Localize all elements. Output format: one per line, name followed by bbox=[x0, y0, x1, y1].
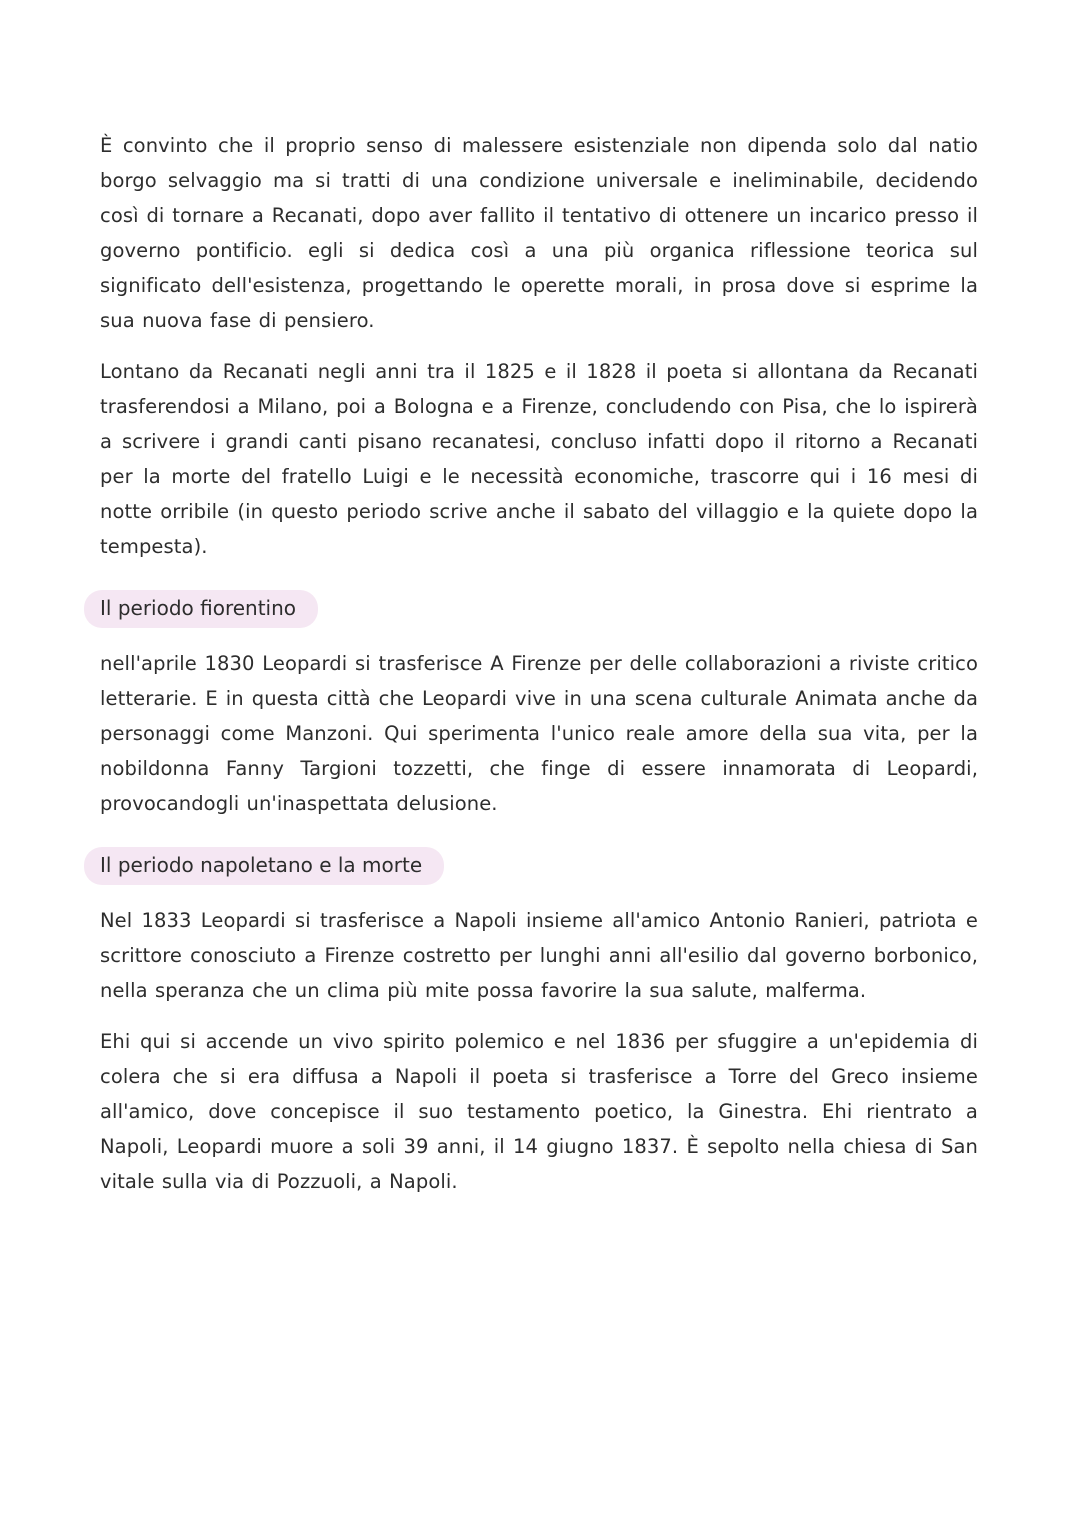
section-heading-row bbox=[100, 847, 978, 885]
paragraph-lontano-da-recanati: Lontano da Recanati negli anni tra il 1825 e il 1828 il poeta si allontana da Recanati trasferendosi a Milano, poi a Bologna e a Firenze, concludendo con Pisa, che lo ispirerà a scrivere i grandi canti pisano recanatesi, concluso infatti dopo il ritorno a Recanati per la morte del fratello Luigi e le necessità economiche, trascorre qui i 16 mesi di notte orribile (in questo periodo scrive anche il sabato del villaggio e la quiete dopo la tempesta). bbox=[100, 360, 978, 558]
section-heading-row bbox=[100, 590, 978, 628]
section-heading-periodo-fiorentino: Il periodo fiorentino bbox=[84, 590, 318, 628]
paragraph-recanati-return: È convinto che il proprio senso di malessere esistenziale non dipenda solo dal natio borgo selvaggio ma si tratti di una condizione universale e ineliminabile, decidendo così di tornare a Recanati, dopo aver fallito il tentativo di ottenere un incarico presso il governo pontificio. egli si dedica così a una più organica riflessione teorica sul significato dell'esistenza, progettando le operette morali, in prosa dove si esprime la sua nuova fase di pensiero. bbox=[100, 134, 978, 332]
paragraph-napoli-ranieri: Nel 1833 Leopardi si trasferisce a Napoli insieme all'amico Antonio Ranieri, patriota e scrittore conosciuto a Firenze costretto per lunghi anni all'esilio dal governo borbonico, nella speranza che un clima più mite possa favorire la sua salute, malferma. bbox=[100, 909, 978, 1002]
paragraph-periodo-fiorentino: nell'aprile 1830 Leopardi si trasferisce A Firenze per delle collaborazioni a riviste critico letterarie. E in questa città che Leopardi vive in una scena culturale Animata anche da personaggi come Manzoni. Qui sperimenta l'unico reale amore della sua vita, per la nobildonna Fanny Targioni tozzetti, che finge di essere innamorata di Leopardi, provocandogli un'inaspettata delusione. bbox=[100, 652, 978, 815]
paragraph-morte-leopardi: Ehi qui si accende un vivo spirito polemico e nel 1836 per sfuggire a un'epidemia di colera che si era diffusa a Napoli il poeta si trasferisce a Torre del Greco insieme all'amico, dove concepisce il suo testamento poetico, la Ginestra. Ehi rientrato a Napoli, Leopardi muore a soli 39 anni, il 14 giugno 1837. È sepolto nella chiesa di San vitale sulla via di Pozzuoli, a Napoli. bbox=[100, 1030, 978, 1193]
section-heading-periodo-napoletano: Il periodo napoletano e la morte bbox=[84, 847, 444, 885]
